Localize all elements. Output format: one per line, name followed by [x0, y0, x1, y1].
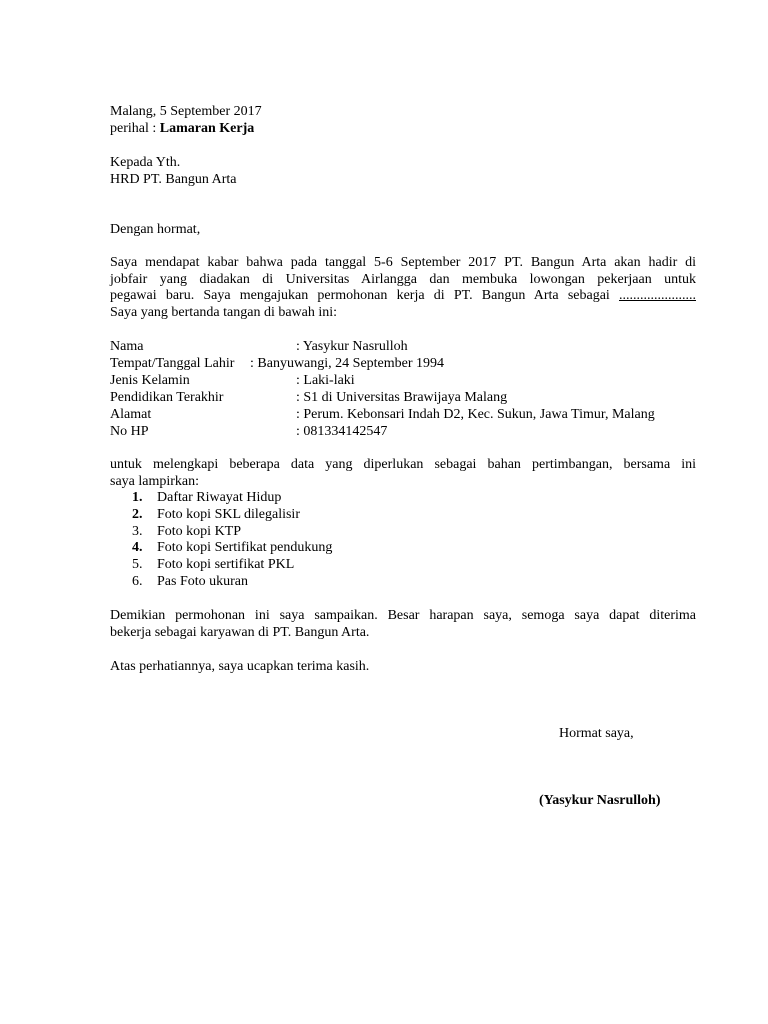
attachments-intro-line-2: saya lampirkan:: [110, 473, 200, 489]
closing-line-1: Demikian permohonan ini saya sampaikan. Besar harapan saya, semoga saya dapat diterima: [110, 608, 696, 623]
identity-value: : Yasykur Nasrulloh: [296, 339, 408, 354]
list-number: 2.: [132, 506, 143, 522]
identity-value: : Laki-laki: [296, 373, 355, 388]
list-item: [110, 507, 332, 524]
signature-name: (Yasykur Nasrulloh): [539, 793, 661, 808]
identity-value: : S1 di Universitas Brawijaya Malang: [296, 390, 508, 405]
thanks-line: Atas perhatiannya, saya ucapkan terima kasih.: [110, 659, 370, 674]
intro-line-3-text: pegawai baru. Saya mengajukan permohonan kerja di PT. Bangun Arta sebagai: [110, 288, 619, 303]
identity-value: : Banyuwangi, 24 September 1994: [250, 356, 445, 371]
list-item: [110, 490, 332, 507]
identity-label: Jenis Kelamin: [110, 373, 190, 388]
list-number: 3.: [132, 523, 143, 539]
recipient-line-1: Kepada Yth.: [110, 155, 181, 170]
subject-text: Lamaran Kerja: [159, 121, 255, 136]
list-item: [110, 540, 332, 557]
list-number: 4.: [132, 540, 143, 556]
intro-line-1: Saya mendapat kabar bahwa pada tanggal 5-6 September 2017 PT. Bangun Arta akan hadir di: [110, 255, 696, 270]
greeting: Dengan hormat,: [110, 222, 201, 237]
identity-row-phone: [110, 424, 710, 441]
identity-label: Alamat: [110, 407, 152, 422]
intro-line-4: Saya yang bertanda tangan di bawah ini:: [110, 304, 338, 320]
list-text: Pas Foto ukuran: [157, 573, 248, 589]
list-text: Daftar Riwayat Hidup: [157, 490, 282, 505]
list-text: Foto kopi SKL dilegalisir: [157, 506, 300, 522]
list-text: Foto kopi Sertifikat pendukung: [157, 540, 333, 556]
list-number: 6.: [132, 573, 143, 589]
attachments-intro: [110, 457, 696, 490]
list-item: [110, 524, 332, 541]
identity-row-address: [110, 407, 710, 424]
identity-row-birth: [110, 356, 710, 373]
position-blank: ......................: [619, 288, 696, 303]
intro-line-3: [110, 288, 696, 305]
subject-line: [110, 121, 254, 138]
identity-row-education: [110, 390, 710, 407]
intro-line-2: jobfair yang diadakan di Universitas Airlangga dan membuka lowongan pekerjaan untuk: [110, 271, 696, 287]
identity-label: No HP: [110, 424, 149, 439]
attachments-intro-line-1: untuk melengkapi beberapa data yang diperlukan sebagai bahan pertimbangan, bersama ini: [110, 457, 696, 472]
list-text: Foto kopi KTP: [157, 523, 242, 539]
identity-label: Pendidikan Terakhir: [110, 390, 224, 405]
recipient-line-2: HRD PT. Bangun Arta: [110, 172, 237, 187]
regards-line: Hormat saya,: [559, 726, 634, 741]
intro-paragraph: [110, 255, 696, 321]
list-text: Foto kopi sertifikat PKL: [157, 557, 295, 573]
attachments-list: [110, 490, 332, 591]
subject-label: perihal :: [110, 121, 160, 136]
list-item: [110, 557, 332, 574]
identity-row-gender: [110, 373, 710, 390]
identity-label: Nama: [110, 339, 144, 354]
list-item: [110, 574, 332, 591]
list-number: 5.: [132, 557, 143, 573]
closing-line-2: bekerja sebagai karyawan di PT. Bangun Arta.: [110, 624, 370, 640]
identity-row-name: [110, 339, 710, 356]
identity-label: Tempat/Tanggal Lahir: [110, 356, 235, 371]
identity-value: : 081334142547: [296, 424, 388, 439]
list-number: 1.: [132, 490, 143, 505]
place-date: Malang, 5 September 2017: [110, 104, 262, 119]
closing-paragraph: [110, 608, 696, 641]
identity-value: : Perum. Kebonsari Indah D2, Kec. Sukun, Jawa Timur, Malang: [296, 407, 655, 422]
